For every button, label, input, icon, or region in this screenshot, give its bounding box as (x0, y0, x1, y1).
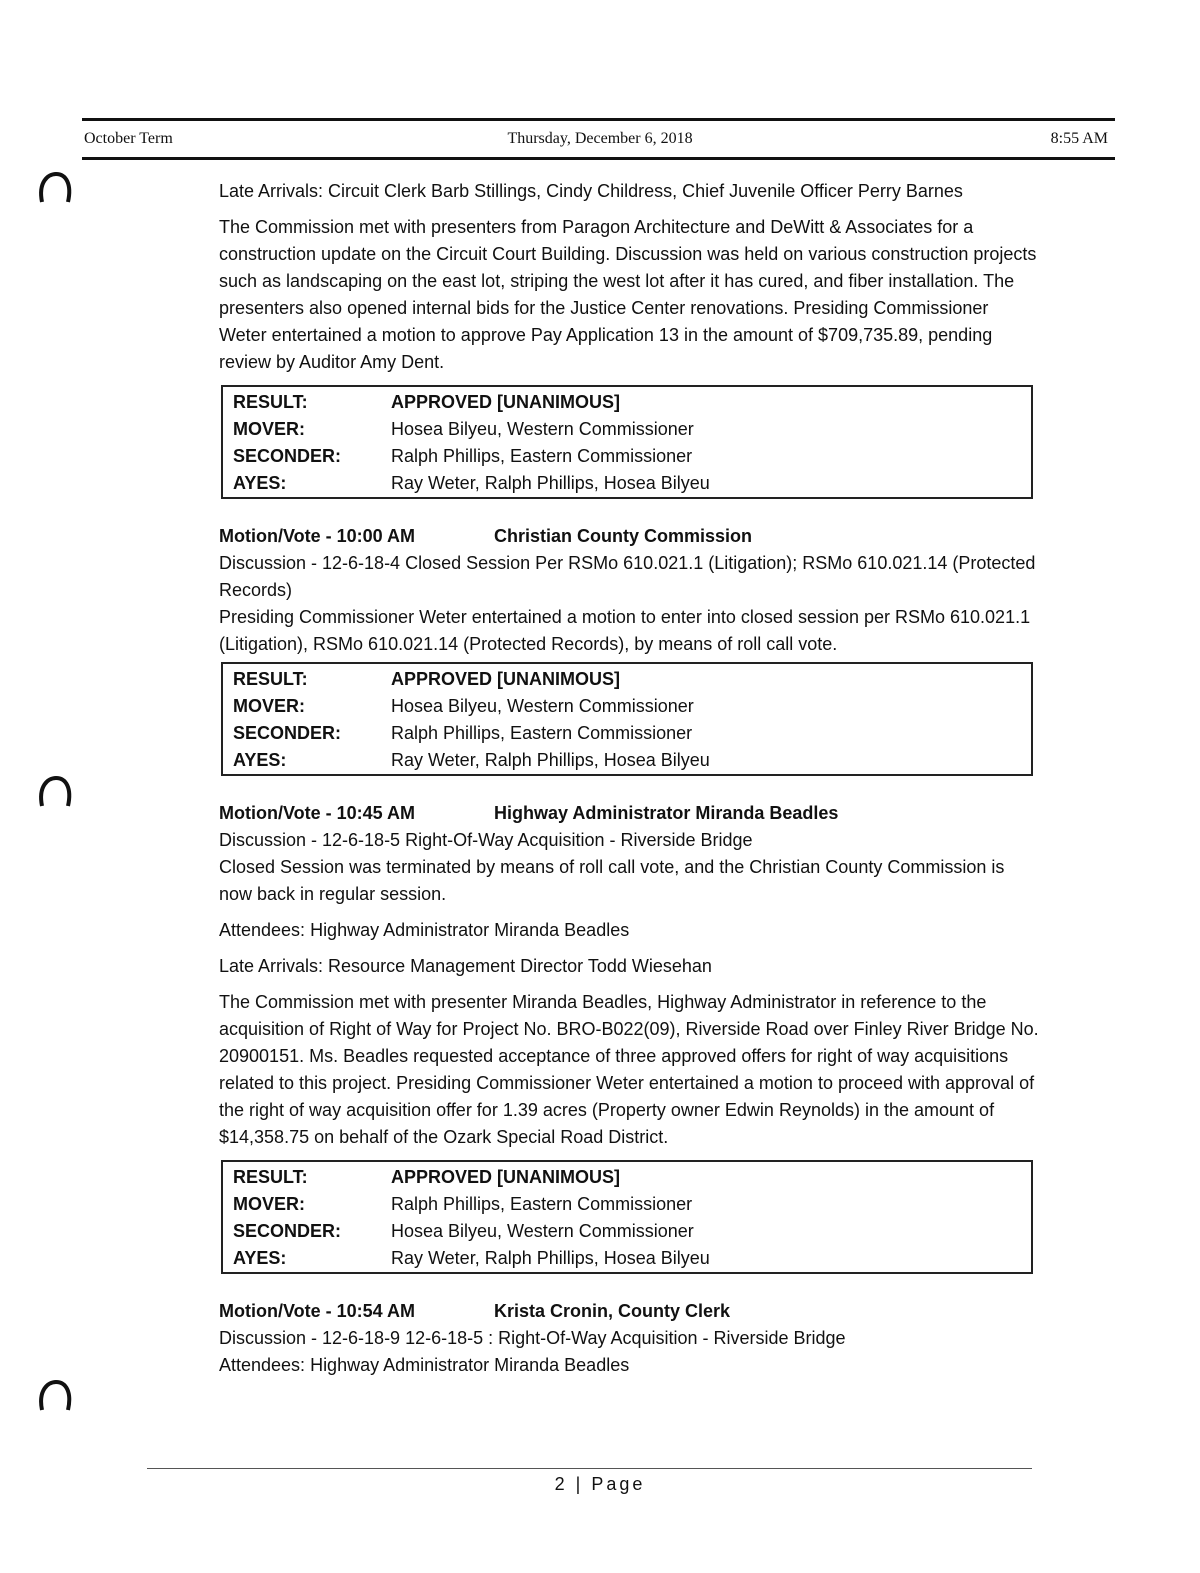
vote-row-mover (233, 1191, 1031, 1218)
vote-row-result (233, 666, 1031, 693)
page-number: 2 | Page (554, 1474, 646, 1494)
motion-title: Highway Administrator Miranda Beadles (494, 803, 839, 823)
result-value: APPROVED [UNANIMOUS] (391, 669, 621, 689)
section-body: The Commission met with presenters from Paragon Architecture and DeWitt & Associates for a construction update on the Circuit Court Building. Discussion was held on various construction projects such as landscaping on the east lot, striping the west lot after it has cured, and fiber installation. The presenters also opened internal bids for the Justice Center renovations. Presiding Commissioner Weter entertained a motion to approve Pay Application 13 in the amount of $709,735.89, pending review by Auditor Amy Dent. (219, 217, 1037, 372)
vote-result-table (221, 385, 1033, 499)
seconder-label: SECONDER: (233, 446, 342, 466)
ayes-value: Ray Weter, Ralph Phillips, Hosea Bilyeu (391, 750, 710, 770)
ayes-value: Ray Weter, Ralph Phillips, Hosea Bilyeu (391, 473, 710, 493)
ayes-label: AYES: (233, 473, 287, 493)
discussion-line: Discussion - 12-6-18-4 Closed Session Per RSMo 610.021.1 (Litigation); RSMo 610.021.14 (Protected Records) (219, 553, 1036, 600)
header-bottom-rule (82, 157, 1115, 160)
motion-time: Motion/Vote - 10:45 AM (219, 803, 416, 823)
ayes-value: Ray Weter, Ralph Phillips, Hosea Bilyeu (391, 1248, 710, 1268)
punch-hole-icon (34, 772, 74, 812)
seconder-label: SECONDER: (233, 1221, 342, 1241)
vote-row-ayes (233, 470, 1031, 497)
minutes-content (219, 178, 1039, 1379)
result-label: RESULT: (233, 669, 308, 689)
mover-value: Hosea Bilyeu, Western Commissioner (391, 696, 694, 716)
section-body: The Commission met with presenter Miranda Beadles, Highway Administrator in reference to the acquisition of Right of Way for Project No. BRO-B022(09), Riverside Road over Finley River Bridge No. 20900151. Ms. Beadles requested acceptance of three approved offers for right of way acquisitions related to this project. Presiding Commissioner Weter entertained a motion to proceed with approval of the right of way acquisition offer for 1.39 acres (Property owner Edwin Reynolds) in the amount of $14,358.75 on behalf of the Ozark Special Road District. (219, 992, 1039, 1147)
punch-hole-icon (34, 1376, 74, 1416)
result-value: APPROVED [UNANIMOUS] (391, 392, 621, 412)
motion-title: Christian County Commission (494, 526, 753, 546)
footer-rule (147, 1468, 1032, 1469)
vote-row-ayes (233, 747, 1031, 774)
result-label: RESULT: (233, 392, 308, 412)
late-arrivals: Late Arrivals: Circuit Clerk Barb Stillings, Cindy Childress, Chief Juvenile Officer Perry Barnes (219, 181, 963, 201)
mover-label: MOVER: (233, 696, 305, 716)
ayes-label: AYES: (233, 750, 287, 770)
meeting-time: 8:55 AM (1050, 130, 1108, 147)
motion-time: Motion/Vote - 10:54 AM (219, 1301, 416, 1321)
motion-heading (219, 800, 1039, 827)
attendees: Attendees: Highway Administrator Miranda Beadles (219, 1355, 630, 1375)
meeting-date: Thursday, December 6, 2018 (507, 130, 693, 147)
motion-heading (219, 1298, 1039, 1325)
section-body: Presiding Commissioner Weter entertained a motion to enter into closed session per RSMo 610.021.1 (Litigation), RSMo 610.021.14 (Protected Records), by means of roll call vote. (219, 607, 1031, 654)
vote-row-mover (233, 416, 1031, 443)
vote-row-seconder (233, 1218, 1031, 1245)
result-label: RESULT: (233, 1167, 308, 1187)
punch-hole-icon (34, 168, 74, 208)
result-value: APPROVED [UNANIMOUS] (391, 1167, 621, 1187)
motion-time: Motion/Vote - 10:00 AM (219, 526, 416, 546)
seconder-value: Ralph Phillips, Eastern Commissioner (391, 446, 693, 466)
term-label: October Term (84, 130, 173, 147)
vote-row-ayes (233, 1245, 1031, 1272)
mover-label: MOVER: (233, 419, 305, 439)
discussion-line: Discussion - 12-6-18-9 12-6-18-5 : Right-Of-Way Acquisition - Riverside Bridge (219, 1328, 846, 1348)
motion-title: Krista Cronin, County Clerk (494, 1301, 731, 1321)
mover-value: Ralph Phillips, Eastern Commissioner (391, 1194, 693, 1214)
vote-row-mover (233, 693, 1031, 720)
closed-session-note: Closed Session was terminated by means of roll call vote, and the Christian County Commission is now back in regular session. (219, 857, 1005, 904)
vote-row-seconder (233, 720, 1031, 747)
motion-heading (219, 523, 1039, 550)
seconder-value: Hosea Bilyeu, Western Commissioner (391, 1221, 694, 1241)
discussion-line: Discussion - 12-6-18-5 Right-Of-Way Acquisition - Riverside Bridge (219, 830, 753, 850)
vote-result-table (221, 1160, 1033, 1274)
late-arrivals: Late Arrivals: Resource Management Director Todd Wiesehan (219, 956, 712, 976)
seconder-label: SECONDER: (233, 723, 342, 743)
vote-row-result (233, 389, 1031, 416)
vote-row-seconder (233, 443, 1031, 470)
ayes-label: AYES: (233, 1248, 287, 1268)
attendees: Attendees: Highway Administrator Miranda Beadles (219, 920, 630, 940)
seconder-value: Ralph Phillips, Eastern Commissioner (391, 723, 693, 743)
mover-label: MOVER: (233, 1194, 305, 1214)
header-top-rule (82, 118, 1115, 121)
vote-row-result (233, 1164, 1031, 1191)
vote-result-table (221, 662, 1033, 776)
mover-value: Hosea Bilyeu, Western Commissioner (391, 419, 694, 439)
